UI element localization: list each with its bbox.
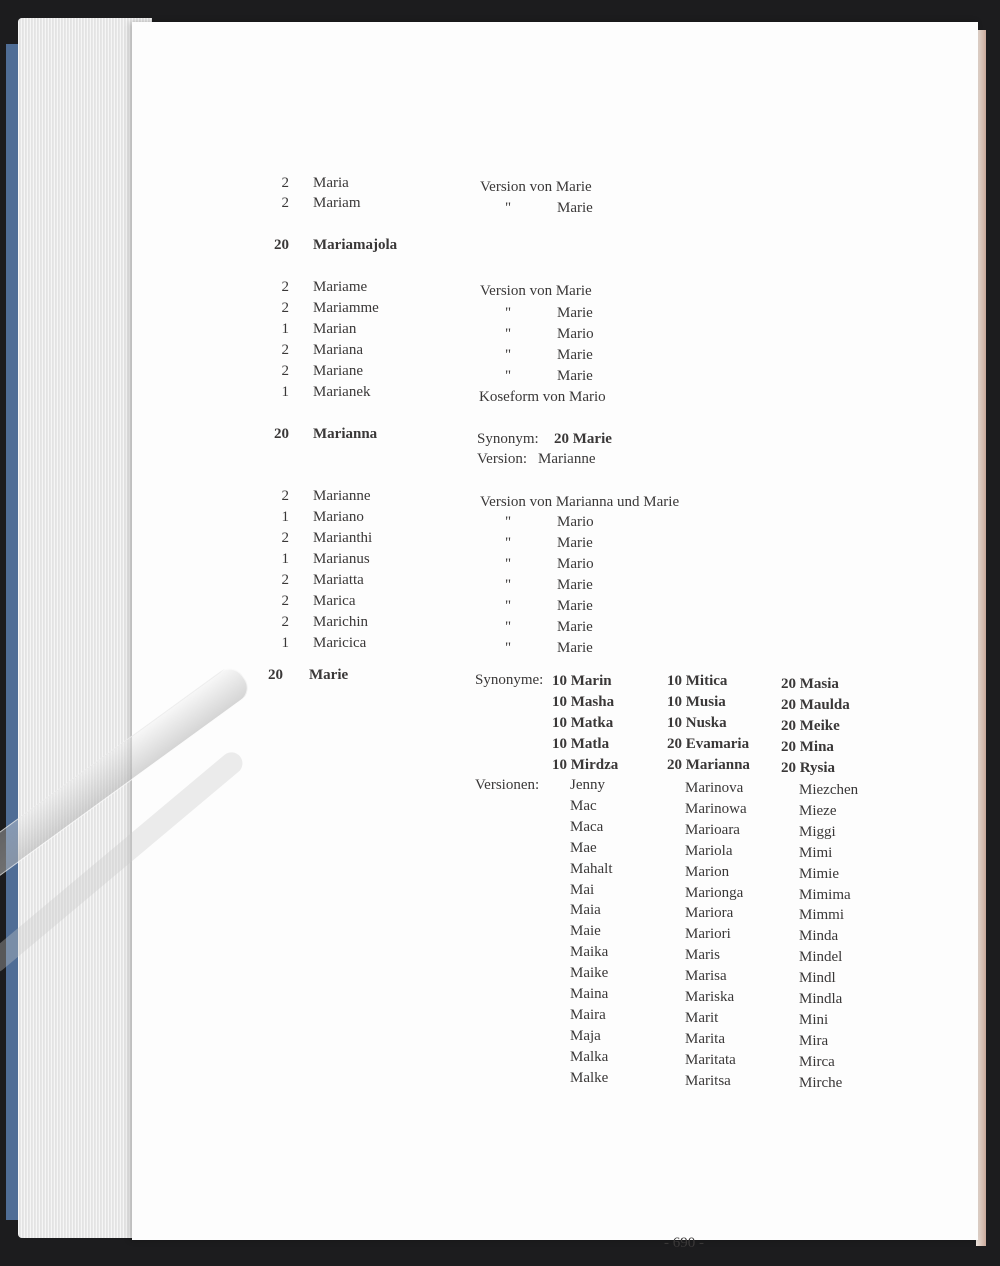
ditto-mark: " xyxy=(505,535,512,551)
version-item: Maritata xyxy=(685,1051,736,1068)
synonym-item: 20 Evamaria xyxy=(667,736,750,752)
entry-desc-text: Version von Marie xyxy=(480,179,592,195)
version-item: Marinowa xyxy=(685,800,747,817)
entry-desc-label: Synonym: xyxy=(477,431,539,447)
version-item: Mac xyxy=(570,797,597,814)
entry-desc-text: 20 Marie xyxy=(554,431,612,447)
ditto-mark: " xyxy=(505,619,512,635)
entry-desc-label: Version: xyxy=(477,451,527,467)
entry-desc-text: Marie xyxy=(557,368,593,384)
entry-count: 2 xyxy=(281,488,289,504)
ditto-mark: " xyxy=(505,347,512,363)
entry-name: Mariane xyxy=(313,363,363,379)
entry-count: 1 xyxy=(281,384,289,400)
version-item: Mirche xyxy=(799,1074,843,1091)
entry-name: Mariano xyxy=(313,509,364,525)
version-item: Maja xyxy=(570,1027,601,1044)
ditto-mark: " xyxy=(505,305,512,321)
entry-name: Mariatta xyxy=(313,572,364,588)
synonym-item: 10 Matka xyxy=(552,715,614,731)
version-item: Maca xyxy=(570,818,604,835)
version-item: Marioara xyxy=(685,821,740,838)
synonym-item: 10 Masha xyxy=(552,694,615,710)
entry-name: Marie xyxy=(309,667,349,683)
version-item: Mariori xyxy=(685,926,731,943)
entry-count: 20 xyxy=(274,237,289,253)
entry-desc-text: Marie xyxy=(557,305,593,321)
entry-name: Mariana xyxy=(313,342,363,358)
version-item: Maina xyxy=(570,986,609,1002)
entry-desc-text: Mario xyxy=(557,326,594,342)
entry-count: 1 xyxy=(281,509,289,525)
synonym-item: 20 Rysia xyxy=(781,760,836,776)
entry-desc-text: Koseform von Mario xyxy=(479,389,606,405)
version-item: Mahalt xyxy=(570,860,613,877)
entry-desc-text: Marie xyxy=(557,598,593,614)
version-item: Miezchen xyxy=(799,782,859,798)
version-item: Jenny xyxy=(570,777,605,793)
version-item: Mariska xyxy=(685,989,735,1005)
entry-desc-text: Marie xyxy=(557,640,593,656)
version-item: Marit xyxy=(685,1009,719,1026)
entry-name: Marianthi xyxy=(313,530,373,546)
entry-desc-text: Mario xyxy=(557,514,594,530)
version-item: Mariola xyxy=(685,842,733,859)
version-item: Marionga xyxy=(685,884,744,901)
entry-desc-text: Mario xyxy=(557,556,594,572)
version-item: Malke xyxy=(570,1069,609,1086)
version-item: Maika xyxy=(570,944,609,961)
synonym-item: 10 Musia xyxy=(667,694,726,710)
entry-desc-text: Marie xyxy=(557,619,593,635)
version-item: Mariora xyxy=(685,905,734,922)
synonym-item: 10 Nuska xyxy=(667,715,727,731)
ditto-mark: " xyxy=(505,577,512,593)
entry-desc-text: Version von Marie xyxy=(480,283,592,299)
entry-count: 2 xyxy=(281,593,289,609)
entry-name: Maria xyxy=(313,175,349,191)
entry-desc-text: Marie xyxy=(557,200,593,216)
version-item: Mimie xyxy=(799,865,839,882)
entry-count: 2 xyxy=(281,530,289,546)
entry-name: Mariam xyxy=(313,195,361,211)
synonym-item: 20 Maulda xyxy=(781,697,850,713)
synonym-item: 10 Marin xyxy=(552,673,612,689)
version-item: Minda xyxy=(799,928,839,945)
ditto-mark: " xyxy=(505,200,512,216)
entry-desc-text: Marie xyxy=(557,535,593,551)
synonym-item: 20 Marianna xyxy=(667,757,750,773)
version-item: Mimima xyxy=(799,886,851,903)
entry-desc-text: Version von Marianna und Marie xyxy=(480,494,680,510)
entry-count: 2 xyxy=(281,572,289,588)
version-item: Mimmi xyxy=(799,907,845,924)
entry-count: 2 xyxy=(281,342,289,358)
version-item: Marinova xyxy=(685,780,744,796)
version-item: Maira xyxy=(570,1006,606,1023)
versionen-label: Versionen: xyxy=(475,777,540,793)
synonym-item: 20 Meike xyxy=(781,718,840,734)
entry-count: 2 xyxy=(281,614,289,630)
entry-count: 1 xyxy=(281,551,289,567)
ditto-mark: " xyxy=(505,326,512,342)
entry-count: 2 xyxy=(281,195,289,211)
version-item: Mindl xyxy=(799,970,836,987)
version-item: Mini xyxy=(799,1011,829,1028)
version-item: Mira xyxy=(799,1032,829,1049)
version-item: Mimi xyxy=(799,844,833,861)
synonym-item: 10 Mitica xyxy=(667,673,728,689)
ditto-mark: " xyxy=(505,368,512,384)
entry-name: Maricica xyxy=(313,635,367,651)
entry-name: Marichin xyxy=(313,614,368,630)
version-item: Malka xyxy=(570,1048,609,1065)
ditto-mark: " xyxy=(505,640,512,656)
entry-count: 20 xyxy=(274,426,289,442)
entry-count: 2 xyxy=(281,363,289,379)
entry-count: 1 xyxy=(281,635,289,651)
version-item: Mindla xyxy=(799,991,843,1007)
synonym-item: 20 Masia xyxy=(781,676,839,692)
version-item: Miggi xyxy=(799,823,836,840)
ditto-mark: " xyxy=(505,556,512,572)
version-item: Maia xyxy=(570,902,601,919)
version-item: Maris xyxy=(685,947,720,964)
entry-desc-text: Marie xyxy=(557,577,593,593)
synonym-item: 10 Mirdza xyxy=(552,757,619,773)
ditto-mark: " xyxy=(505,598,512,614)
version-item: Mieze xyxy=(799,802,837,819)
entry-name: Mariamme xyxy=(313,300,379,316)
version-item: Mindel xyxy=(799,949,843,966)
entry-name: Mariamajola xyxy=(313,237,398,253)
version-item: Mae xyxy=(570,839,597,856)
version-item: Maritsa xyxy=(685,1072,731,1089)
entry-count: 2 xyxy=(281,300,289,316)
entry-count: 2 xyxy=(281,175,289,191)
version-item: Maie xyxy=(570,923,601,940)
version-item: Marita xyxy=(685,1030,725,1047)
entry-desc-text: Marie xyxy=(557,347,593,363)
synonym-item: 20 Mina xyxy=(781,739,834,755)
version-item: Marion xyxy=(685,863,730,880)
page-number: - 690 - xyxy=(664,1235,704,1251)
entry-name: Marianne xyxy=(313,488,371,504)
synonym-item: 10 Matla xyxy=(552,736,610,752)
entry-name: Marica xyxy=(313,593,356,609)
version-item: Marisa xyxy=(685,968,727,985)
entry-desc-text: Marianne xyxy=(538,451,596,467)
book-page xyxy=(132,22,978,1251)
ditto-mark: " xyxy=(505,514,512,530)
version-item: Mirca xyxy=(799,1053,835,1070)
entry-count: 1 xyxy=(281,321,289,337)
entry-name: Marian xyxy=(313,321,357,337)
version-item: Mai xyxy=(570,881,595,898)
entry-name: Mariame xyxy=(313,279,368,295)
entry-name: Marianna xyxy=(313,426,378,442)
version-item: Maike xyxy=(570,965,609,982)
entry-name: Marianus xyxy=(313,551,370,567)
entry-count: 20 xyxy=(268,667,283,683)
entry-count: 2 xyxy=(281,279,289,295)
entry-name: Marianek xyxy=(313,384,371,400)
synonyme-label: Synonyme: xyxy=(475,672,544,688)
